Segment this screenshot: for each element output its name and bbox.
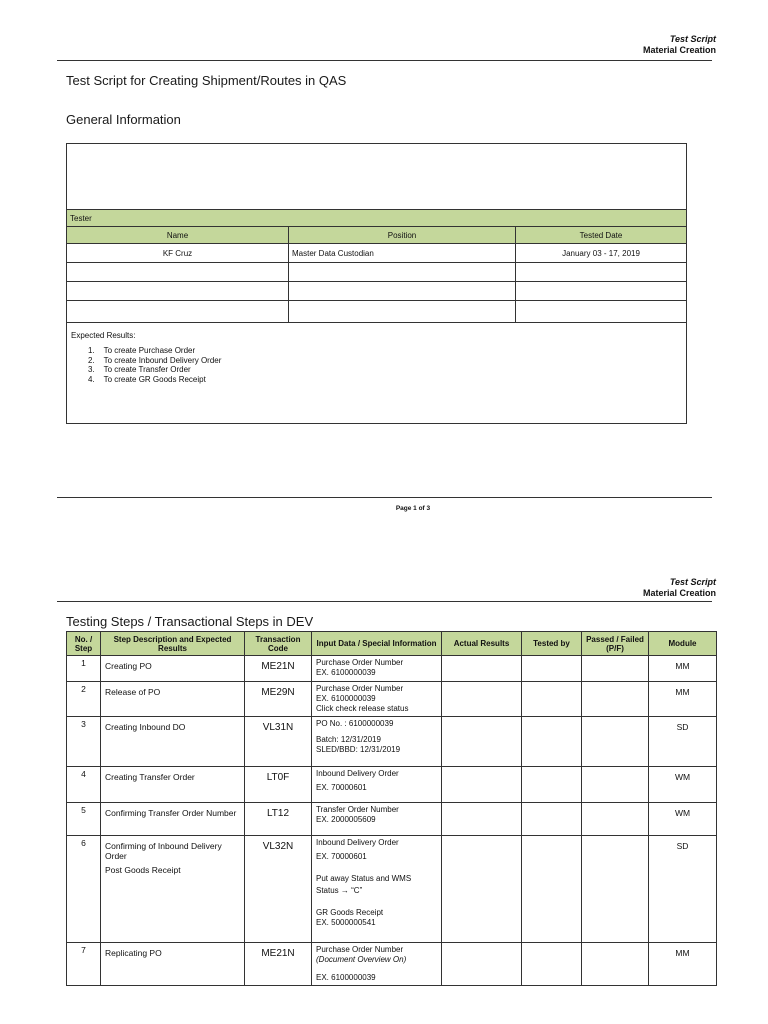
- step-desc-line: Post Goods Receipt: [105, 865, 181, 875]
- input-line: PO No. : 6100000039: [316, 719, 394, 728]
- input-spacer: [316, 965, 437, 973]
- table-row: [67, 656, 717, 682]
- general-info-box: [66, 143, 687, 424]
- step-input: [312, 717, 442, 767]
- input-line: Transfer Order Number: [316, 805, 399, 814]
- input-line: Purchase Order Number: [316, 945, 404, 954]
- input-line: Put away Status and WMS: [316, 874, 412, 883]
- table-row: [67, 682, 717, 717]
- step-no: 5: [67, 803, 101, 836]
- step-desc: Creating Inbound DO: [101, 717, 245, 767]
- step-input: [312, 656, 442, 682]
- tester-label: Tester: [67, 210, 687, 227]
- expected-item: 3. To create Transfer Order: [88, 365, 191, 374]
- input-spacer: [316, 862, 437, 874]
- header-line1: Test Script: [669, 577, 716, 587]
- input-line: EX. 5000000541: [316, 918, 376, 927]
- step-desc: Creating PO: [101, 656, 245, 682]
- header-rule: [57, 60, 712, 61]
- step-input: [312, 803, 442, 836]
- header-rule: [57, 601, 712, 602]
- input-spacer: [316, 896, 437, 908]
- expected-item: 4. To create GR Goods Receipt: [88, 374, 206, 384]
- input-line: Status → “C”: [316, 886, 363, 895]
- table-row: [67, 282, 687, 301]
- col-code: Transaction Code: [245, 632, 312, 656]
- step-code: LT0F: [245, 767, 312, 803]
- table-row: [67, 943, 717, 986]
- col-tested-by: Tested by: [522, 632, 582, 656]
- step-code: LT12: [245, 803, 312, 836]
- section-title: General Information: [66, 112, 181, 127]
- input-line: EX. 6100000039: [316, 694, 376, 703]
- table-row: [67, 301, 687, 323]
- step-module: MM: [649, 656, 717, 682]
- input-line: EX. 2000005609: [316, 815, 376, 824]
- page1-header: [643, 34, 716, 56]
- step-code: VL31N: [245, 717, 312, 767]
- step-desc: Confirming Transfer Order Number: [101, 803, 245, 836]
- step-module: MM: [649, 682, 717, 717]
- tester-table: [66, 209, 687, 323]
- tester-date: January 03 - 17, 2019: [516, 244, 687, 263]
- step-no: 2: [67, 682, 101, 717]
- step-no: 1: [67, 656, 101, 682]
- header-line2: Material Creation: [642, 588, 716, 598]
- steps-table: [66, 631, 717, 986]
- footer-rule: [57, 497, 712, 498]
- col-position: Position: [289, 227, 516, 244]
- page-title: Test Script for Creating Shipment/Routes in QAS: [66, 73, 347, 88]
- input-line: (Document Overview On): [316, 955, 407, 964]
- page2-header: [643, 577, 716, 599]
- input-line: GR Goods Receipt: [316, 908, 384, 917]
- input-line: Inbound Delivery Order: [316, 838, 399, 847]
- step-code: ME29N: [245, 682, 312, 717]
- step-module: WM: [649, 767, 717, 803]
- step-no: 7: [67, 943, 101, 986]
- step-input: [312, 943, 442, 986]
- col-desc: Step Description and Expected Results: [101, 632, 245, 656]
- input-line: Inbound Delivery Order: [316, 769, 399, 778]
- col-tested-date: Tested Date: [516, 227, 687, 244]
- step-module: SD: [649, 717, 717, 767]
- page-footer: Page 1 of 3: [395, 505, 431, 512]
- step-input: [312, 836, 442, 943]
- step-no: 4: [67, 767, 101, 803]
- step-desc: [101, 836, 245, 943]
- table-row: [67, 244, 687, 263]
- tester-position: Master Data Custodian: [289, 244, 516, 263]
- header-line2: Material Creation: [642, 45, 716, 55]
- col-pf: Passed / Failed (P/F): [582, 632, 649, 656]
- table-row: [67, 263, 687, 282]
- header-line1: Test Script: [669, 34, 716, 44]
- expected-label: Expected Results:: [71, 331, 136, 340]
- step-desc: Release of PO: [101, 682, 245, 717]
- input-line: Purchase Order Number: [316, 658, 404, 667]
- step-module: SD: [649, 836, 717, 943]
- expected-item: 1. To create Purchase Order: [88, 346, 196, 355]
- step-desc: Replicating PO: [101, 943, 245, 986]
- step-desc: Creating Transfer Order: [101, 767, 245, 803]
- input-line: EX. 70000601: [316, 852, 367, 861]
- col-no: No. / Step: [67, 632, 101, 656]
- input-line: EX. 6100000039: [316, 973, 376, 982]
- col-input: Input Data / Special Information: [312, 632, 442, 656]
- step-code: VL32N: [245, 836, 312, 943]
- expected-item: 2. To create Inbound Delivery Order: [88, 355, 222, 365]
- step-input: [312, 767, 442, 803]
- col-name: Name: [67, 227, 289, 244]
- steps-title: Testing Steps / Transactional Steps in DEV: [66, 614, 314, 629]
- step-input: [312, 682, 442, 717]
- step-no: 3: [67, 717, 101, 767]
- input-line: EX. 70000601: [316, 783, 367, 792]
- step-code: ME21N: [245, 656, 312, 682]
- step-module: MM: [649, 943, 717, 986]
- table-row: [67, 767, 717, 803]
- input-line: Batch: 12/31/2019: [316, 735, 381, 744]
- expected-list: [88, 346, 221, 384]
- table-row: [67, 803, 717, 836]
- input-line: Click check release status: [316, 704, 409, 713]
- col-module: Module: [649, 632, 717, 656]
- input-line: Purchase Order Number: [316, 684, 404, 693]
- step-no: 6: [67, 836, 101, 943]
- table-row: [67, 836, 717, 943]
- input-line: EX. 6100000039: [316, 668, 376, 677]
- step-code: ME21N: [245, 943, 312, 986]
- tester-name: KF Cruz: [67, 244, 289, 263]
- col-actual: Actual Results: [442, 632, 522, 656]
- table-row: [67, 717, 717, 767]
- step-desc-line: Confirming of Inbound Delivery Order: [105, 841, 222, 861]
- step-module: WM: [649, 803, 717, 836]
- input-line: SLED/BBD: 12/31/2019: [316, 745, 401, 754]
